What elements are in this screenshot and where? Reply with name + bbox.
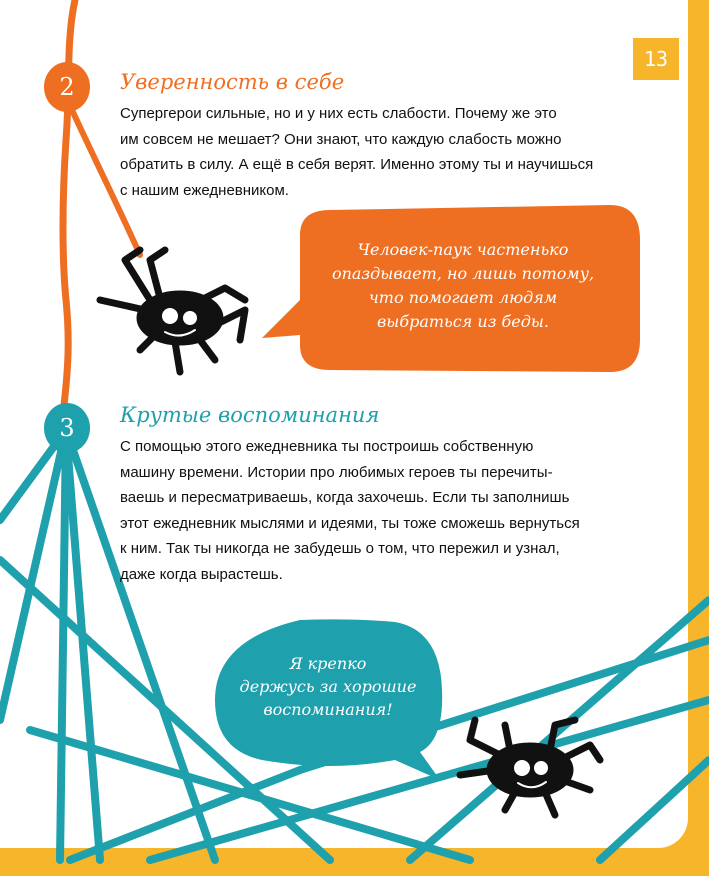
page-number: 13 [633,38,679,80]
section-number-badge: 3 [44,403,90,453]
text-line: машину времени. Истории про любимых героев ты перечиты- [120,463,553,481]
text-line: Супергерои сильные, но и у них есть слабости. Почему же это [120,105,557,122]
bubble-line: Я крепко [289,654,367,673]
text-line: этот ежедневник мыслями и идеями, ты тоже сможешь вернуться [120,514,580,532]
section-body [120,101,660,203]
text-line: ваешь и пересматриваешь, когда захочешь. Если ты заполнишь [120,489,570,506]
bubble-line: опаздывает, но лишь потому, [331,264,595,283]
text-line: даже когда вырастешь. [120,565,283,583]
text-line: с нашим ежедневником. [120,181,289,199]
bubble-text [228,652,428,721]
bubble-line: Человек-паук частенько [357,240,569,259]
bubble-line: воспоминания! [263,700,393,719]
bubble-text [313,238,613,334]
section-title: Крутые воспоминания [120,403,380,427]
spider-icon [100,250,245,372]
bubble-line: выбраться из беды. [376,312,550,331]
section-number-badge: 2 [44,62,90,112]
bubble-line: держусь за хорошие [239,677,417,696]
text-line: к ним. Так ты никогда не забудешь о том, что пережил и узнал, [120,540,560,557]
text-line: С помощью этого ежедневника ты построишь собственную [120,438,534,455]
section-title: Уверенность в себе [120,70,345,94]
section-body [120,434,645,587]
orange-thread [63,0,75,405]
text-line: им совсем не мешает? Они знают, что каждую слабость можно [120,130,562,148]
bubble-line: что помогает людям [368,288,558,307]
text-line: обратить в силу. А ещё в себя верят. Именно этому ты и научишься [120,156,594,173]
